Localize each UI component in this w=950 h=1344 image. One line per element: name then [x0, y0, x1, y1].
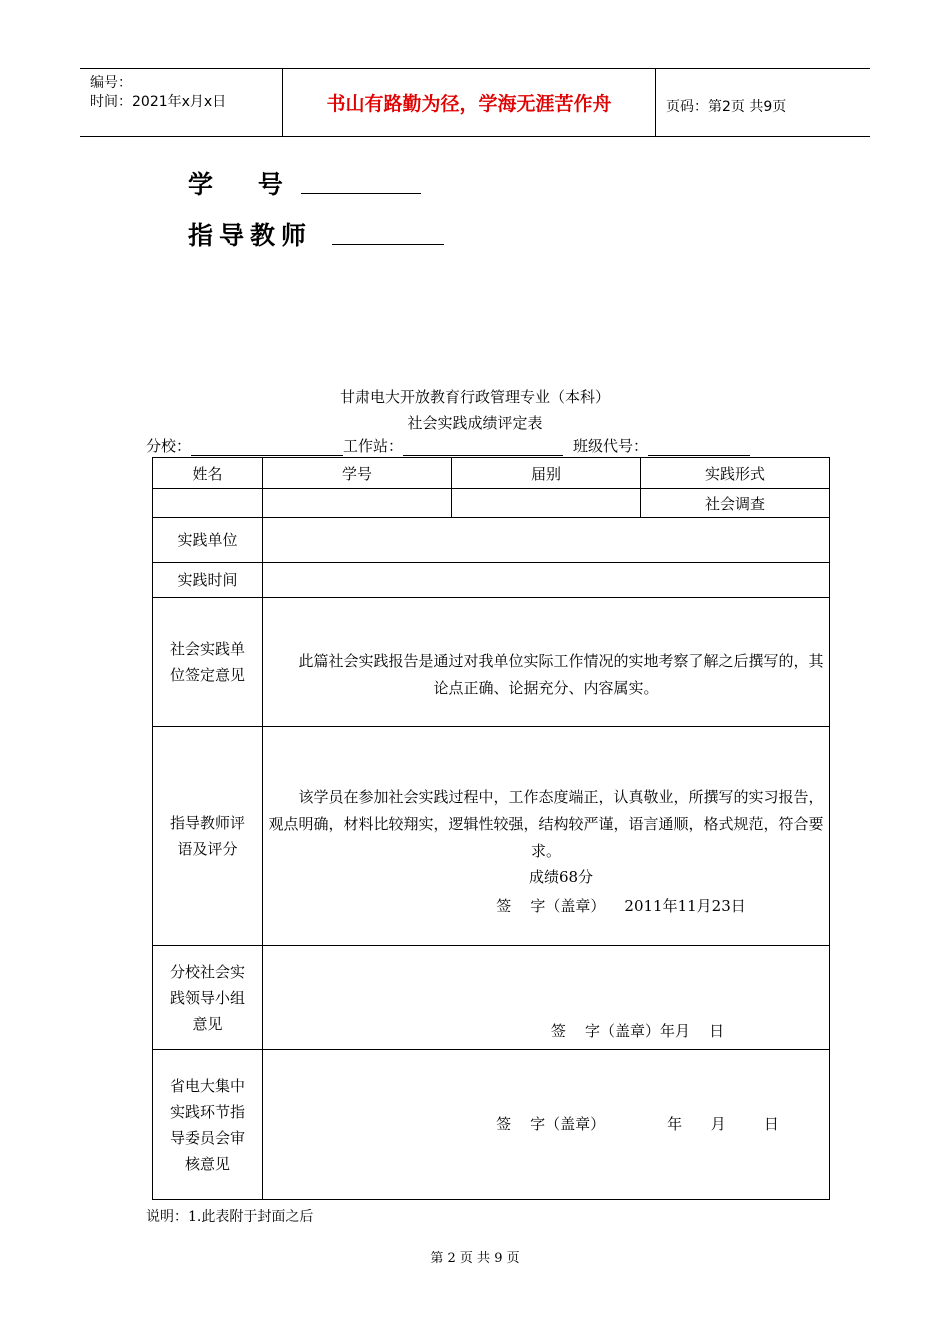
station-blank [403, 439, 563, 456]
teacher-comment-cell [263, 727, 830, 946]
station-label: 工作站： [343, 437, 404, 455]
branch-label: 分校： [146, 437, 192, 455]
header-practice-form: 实践形式 [641, 458, 830, 489]
branch-opinion-label: 分校社会实践领导小组意见 [153, 946, 263, 1050]
form-title-line2: 社会实践成绩评定表 [407, 414, 543, 432]
doc-time-label: 时间：2021年x月x日 [90, 94, 227, 110]
form-note: 说明：1.此表附于封面之后 [146, 1209, 314, 1225]
header-cohort: 届别 [452, 458, 641, 489]
teacher-score: 成绩68分 [528, 868, 594, 886]
header-meta-cell [80, 69, 283, 136]
practice-unit-label: 实践单位 [153, 518, 263, 563]
province-opinion-row [153, 1050, 830, 1200]
student-id-cell [263, 489, 452, 518]
teacher-sign: 签 字（盖章） 2011年11月23日 [496, 897, 746, 915]
teacher-comment-label: 指导教师评语及评分 [153, 727, 263, 946]
teacher-comment-row [153, 727, 830, 946]
branch-opinion-row [153, 946, 830, 1050]
practice-unit-value [263, 518, 830, 563]
province-sign: 签 字（盖章） 年 月 日 [496, 1115, 779, 1133]
class-label: 班级代号： [573, 437, 649, 455]
name-cell [153, 489, 263, 518]
unit-opinion-text: 此篇社会实践报告是通过对我单位实际工作情况的实地考察了解之后撰写的，其论点正确、论据充分、内容属实。 [298, 652, 824, 697]
branch-sign: 签 字（盖章）年月 日 [550, 1022, 725, 1040]
practice-time-row [153, 563, 830, 598]
province-opinion-label: 省电大集中实践环节指导委员会审核意见 [153, 1050, 263, 1200]
header-name: 姓名 [153, 458, 263, 489]
page-footer: 第 2 页 共 9 页 [430, 1251, 520, 1266]
unit-opinion-label: 社会实践单位签定意见 [153, 598, 263, 727]
unit-opinion-cell [263, 598, 830, 727]
header-motto: 书山有路勤为径，学海无涯苦作舟 [283, 69, 656, 136]
form-title-line1: 甘肃电大开放教育行政管理专业（本科） [339, 388, 610, 406]
province-opinion-cell [263, 1050, 830, 1200]
page-header [80, 68, 870, 137]
header-student-id: 学号 [263, 458, 452, 489]
branch-blank [191, 439, 343, 456]
cohort-cell [452, 489, 641, 518]
unit-opinion-row [153, 598, 830, 727]
table-row [153, 489, 830, 518]
student-id-blank [301, 193, 421, 194]
student-id-label: 学 号 [188, 170, 285, 199]
advisor-blank [332, 244, 444, 245]
evaluation-table [152, 457, 830, 1200]
header-page-info: 页码：第2页 共9页 [666, 99, 787, 115]
practice-form-cell: 社会调查 [641, 489, 830, 518]
doc-number-label: 编号： [90, 75, 132, 91]
advisor-label: 指导教师 [188, 221, 313, 250]
teacher-comment-text: 该学员在参加社会实践过程中，工作态度端正，认真敬业，所撰写的实习报告，观点明确，材料比较翔实，逻辑性较强，结构较严谨，语言通顺，格式规范，符合要求。 [268, 788, 824, 860]
practice-time-value [263, 563, 830, 598]
class-blank [648, 439, 750, 456]
practice-unit-row [153, 518, 830, 563]
branch-opinion-cell [263, 946, 830, 1050]
table-header-row [153, 458, 830, 489]
form-fields-line [146, 435, 750, 456]
practice-time-label: 实践时间 [153, 563, 263, 598]
